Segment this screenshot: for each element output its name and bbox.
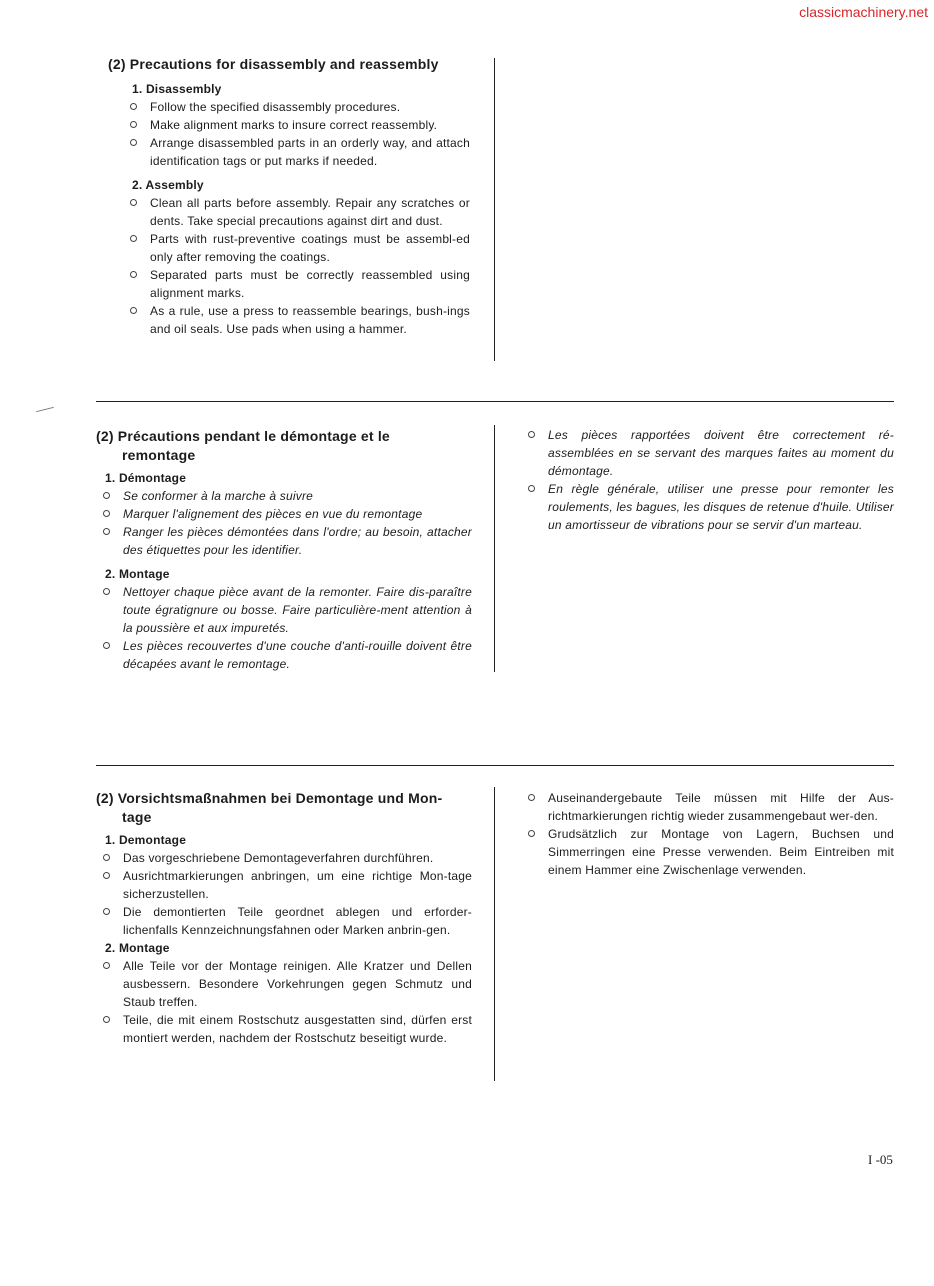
list-item: Ausrichtmarkierungen anbringen, um eine richtige Mon-tage sicherzustellen.: [103, 867, 472, 903]
bullet-icon: [528, 794, 535, 801]
bullet-icon: [103, 872, 110, 879]
list-item: Les pièces rapportées doivent être correctement ré-assemblées en se servant des marques faites au moment du démontage.: [528, 426, 894, 480]
french-subheading-montage: 2. Montage: [105, 567, 170, 581]
bullet-icon: [103, 854, 110, 861]
list-item: Die demontierten Teile geordnet ablegen und erforder-lichenfalls Kennzeichnungsfahnen oder Marken anbrin-gen.: [103, 903, 472, 939]
bullet-icon: [103, 588, 110, 595]
german-subheading-montage: 2. Montage: [105, 941, 170, 955]
french-section: [96, 427, 472, 673]
french-subheading-demontage: 1. Démontage: [105, 471, 187, 485]
bullet-icon: [103, 962, 110, 969]
english-section: [108, 55, 470, 338]
bullet-icon: [528, 485, 535, 492]
list-item: En règle générale, utiliser une presse pour remonter les roulements, les bagues, les disques de retenue d'huile. Utiliser un amortisseur de vibrations pour se servir d'un marteau.: [528, 480, 894, 534]
german-section: [96, 789, 472, 1047]
english-subheading-disassembly: 1. Disassembly: [132, 82, 222, 96]
german-title: (2) Vorsichtsmaßnahmen bei Demontage und Mon- tage: [96, 790, 443, 825]
list-item: As a rule, use a press to reassemble bearings, bush-ings and oil seals. Use pads when using a hammer.: [130, 302, 470, 338]
list-item: Parts with rust-preventive coatings must be assembl-ed only after removing the coatings.: [130, 230, 470, 266]
list-item: Les pièces recouvertes d'une couche d'anti-rouille doivent être décapées avant le remontage.: [103, 637, 472, 673]
bullet-icon: [130, 121, 137, 128]
bullet-icon: [130, 235, 137, 242]
bullet-icon: [130, 307, 137, 314]
list-item: Arrange disassembled parts in an orderly way, and attach identification tags or put marks if needed.: [130, 134, 470, 170]
list-item: Separated parts must be correctly reassembled using alignment marks.: [130, 266, 470, 302]
bullet-icon: [130, 139, 137, 146]
list-item: Teile, die mit einem Rostschutz ausgestatten sind, dürfen erst montiert werden, nachdem der Rostschutz beseitigt wurde.: [103, 1011, 472, 1047]
list-item: Make alignment marks to insure correct reassembly.: [130, 116, 470, 134]
list-item: Follow the specified disassembly procedures.: [130, 98, 470, 116]
german-section-right: [528, 789, 894, 879]
bullet-icon: [130, 199, 137, 206]
bullet-icon: [103, 642, 110, 649]
french-section-right: [528, 426, 894, 534]
list-item: Marquer l'alignement des pièces en vue du remontage: [103, 505, 472, 523]
german-subheading-demontage: 1. Demontage: [105, 833, 187, 847]
french-title: (2) Précautions pendant le démontage et le remontage: [96, 428, 390, 463]
list-item: Nettoyer chaque pièce avant de la remonter. Faire dis-paraître toute égratignure ou bosse. Faire particulière-ment attention à la poussière et aux impuretés.: [103, 583, 472, 637]
bullet-icon: [103, 1016, 110, 1023]
german-column-divider: [494, 787, 495, 1081]
list-item: Auseinandergebaute Teile müssen mit Hilfe der Aus-richtmarkierungen richtig wieder zusammengebaut wer-den.: [528, 789, 894, 825]
bullet-icon: [103, 528, 110, 535]
list-item: Se conformer à la marche à suivre: [103, 487, 472, 505]
list-item: Alle Teile vor der Montage reinigen. Alle Kratzer und Dellen ausbessern. Besondere Vorkehrungen gegen Schmutz und Staub treffen.: [103, 957, 472, 1011]
bullet-icon: [103, 492, 110, 499]
list-item: Ranger les pièces démontées dans l'ordre; au besoin, attacher des étiquettes pour les identifier.: [103, 523, 472, 559]
bullet-icon: [130, 271, 137, 278]
german-section-rule: [96, 765, 894, 766]
margin-mark: [36, 407, 54, 412]
list-item: Grudsätzlich zur Montage von Lagern, Buchsen und Simmerringen eine Presse verwenden. Beim Eintreiben mit einem Hammer eine Zwischenlage verwenden.: [528, 825, 894, 879]
bullet-icon: [528, 431, 535, 438]
french-section-rule: [96, 401, 894, 402]
english-column-divider: [494, 58, 495, 361]
french-column-divider: [494, 425, 495, 672]
bullet-icon: [103, 908, 110, 915]
bullet-icon: [528, 830, 535, 837]
page-number: I -05: [868, 1152, 893, 1167]
english-title: (2) Precautions for disassembly and reassembly: [108, 56, 439, 72]
english-subheading-assembly: 2. Assembly: [132, 178, 204, 192]
list-item: Das vorgeschriebene Demontageverfahren durchführen.: [103, 849, 472, 867]
watermark: classicmachinery.net: [799, 4, 928, 20]
bullet-icon: [130, 103, 137, 110]
bullet-icon: [103, 510, 110, 517]
list-item: Clean all parts before assembly. Repair any scratches or dents. Take special precautions against dirt and dust.: [130, 194, 470, 230]
